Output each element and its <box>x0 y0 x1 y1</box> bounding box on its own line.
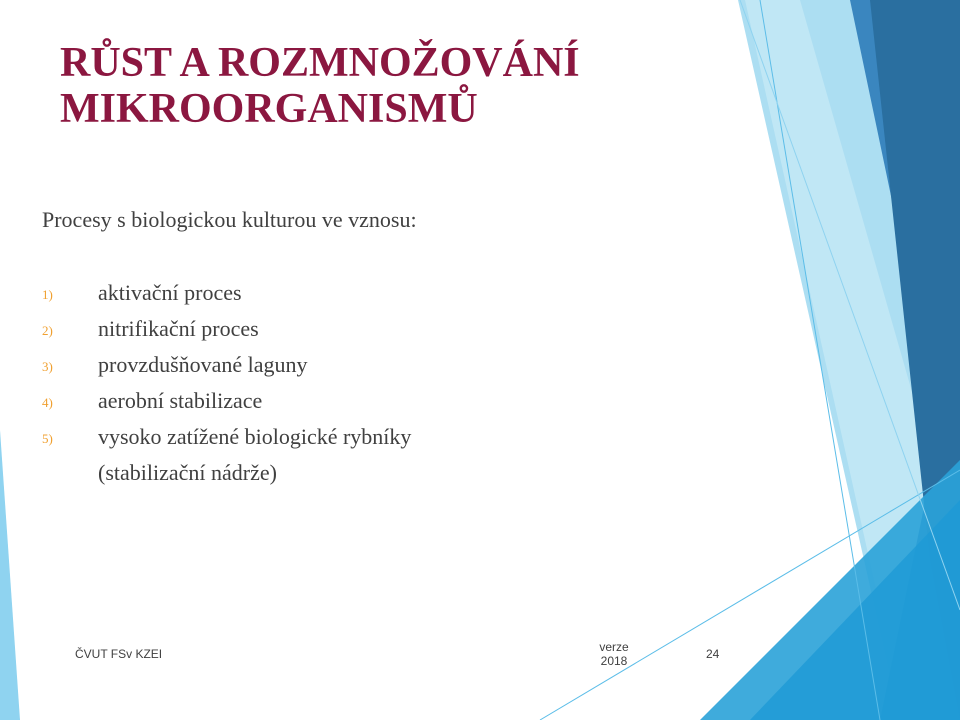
footer-version-year: 2018 <box>600 654 628 668</box>
list-text: vysoko zatížené biologické rybníky <box>98 424 412 449</box>
list-number: 5) <box>42 431 53 446</box>
list-text: aerobní stabilizace <box>98 388 263 413</box>
list-text: nitrifikační proces <box>98 316 259 341</box>
page-number: 24 <box>706 647 720 661</box>
list-number: 1) <box>42 287 53 302</box>
footer-version <box>594 640 634 668</box>
slide-title <box>60 40 700 132</box>
list-number: 3) <box>42 359 53 374</box>
footer-version-label: verze <box>599 640 629 654</box>
list-number: 2) <box>42 323 53 338</box>
slide-title-line-1: RŮST A ROZMNOŽOVÁNÍ <box>60 40 580 86</box>
list-number: 4) <box>42 395 53 410</box>
footer-organization: ČVUT FSv KZEI <box>75 647 163 661</box>
list-text: provzdušňované laguny <box>98 352 308 377</box>
slide-title-line-2: MIKROORGANISMŮ <box>60 86 478 132</box>
deco-left-sliver <box>0 430 20 720</box>
list-continuation-text: (stabilizační nádrže) <box>98 460 277 485</box>
list-text: aktivační proces <box>98 280 242 305</box>
intro-text: Procesy s biologickou kulturou ve vznosu: <box>42 207 417 232</box>
